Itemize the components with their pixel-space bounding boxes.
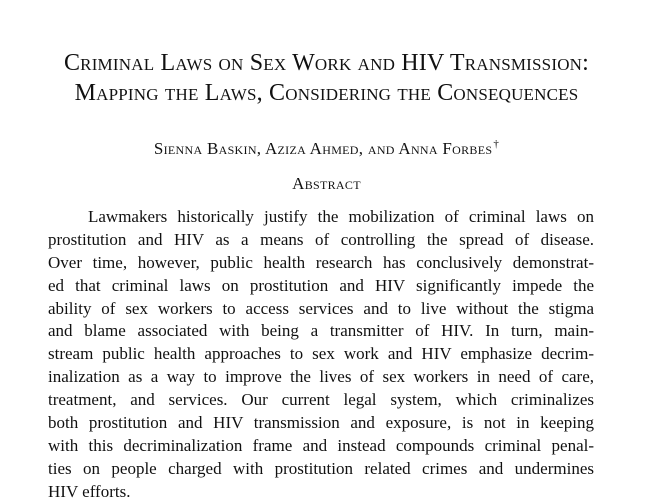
author-list — [20, 132, 633, 161]
abstract-line: inalization as a way to improve the lives of sex workers in need of care, — [48, 367, 594, 387]
abstract-line: stream public health approaches to sex work and HIV emphasize decrim- — [48, 344, 594, 364]
abstract-line: both prostitution and HIV transmission and exposure, is not in keeping — [48, 413, 594, 433]
abstract-line: ties on people charged with prostitution related crimes and undermines — [48, 458, 594, 478]
paper-title-line-1: Criminal Laws on Sex Work and HIV Transmission: — [63, 50, 590, 76]
paper-title-line-2: Mapping the Laws, Considering the Consequences — [74, 80, 579, 106]
author-footnote-mark: † — [493, 138, 500, 150]
abstract-heading: Abstract — [292, 174, 361, 193]
abstract-line: Lawmakers historically justify the mobilization of criminal laws on — [88, 207, 594, 226]
abstract-line: Over time, however, public health research has conclusively demonstrat- — [48, 252, 594, 272]
abstract-body — [48, 206, 594, 504]
abstract-line: prostitution and HIV as a means of controlling the spread of disease. — [48, 229, 594, 249]
abstract-line: ability of sex workers to access services and to live without the stigma — [48, 298, 594, 318]
abstract-line: with this decriminalization frame and instead compounds criminal penal- — [48, 435, 594, 455]
author-names: Sienna Baskin, Aziza Ahmed, and Anna Forbes — [153, 139, 493, 158]
abstract-line: ed that criminal laws on prostitution and HIV significantly impede the — [48, 275, 594, 295]
abstract-line: HIV efforts. — [48, 481, 131, 501]
abstract-line: treatment, and services. Our current legal system, which criminalizes — [48, 390, 594, 410]
abstract-line: and blame associated with being a transmitter of HIV. In turn, main- — [48, 321, 594, 341]
